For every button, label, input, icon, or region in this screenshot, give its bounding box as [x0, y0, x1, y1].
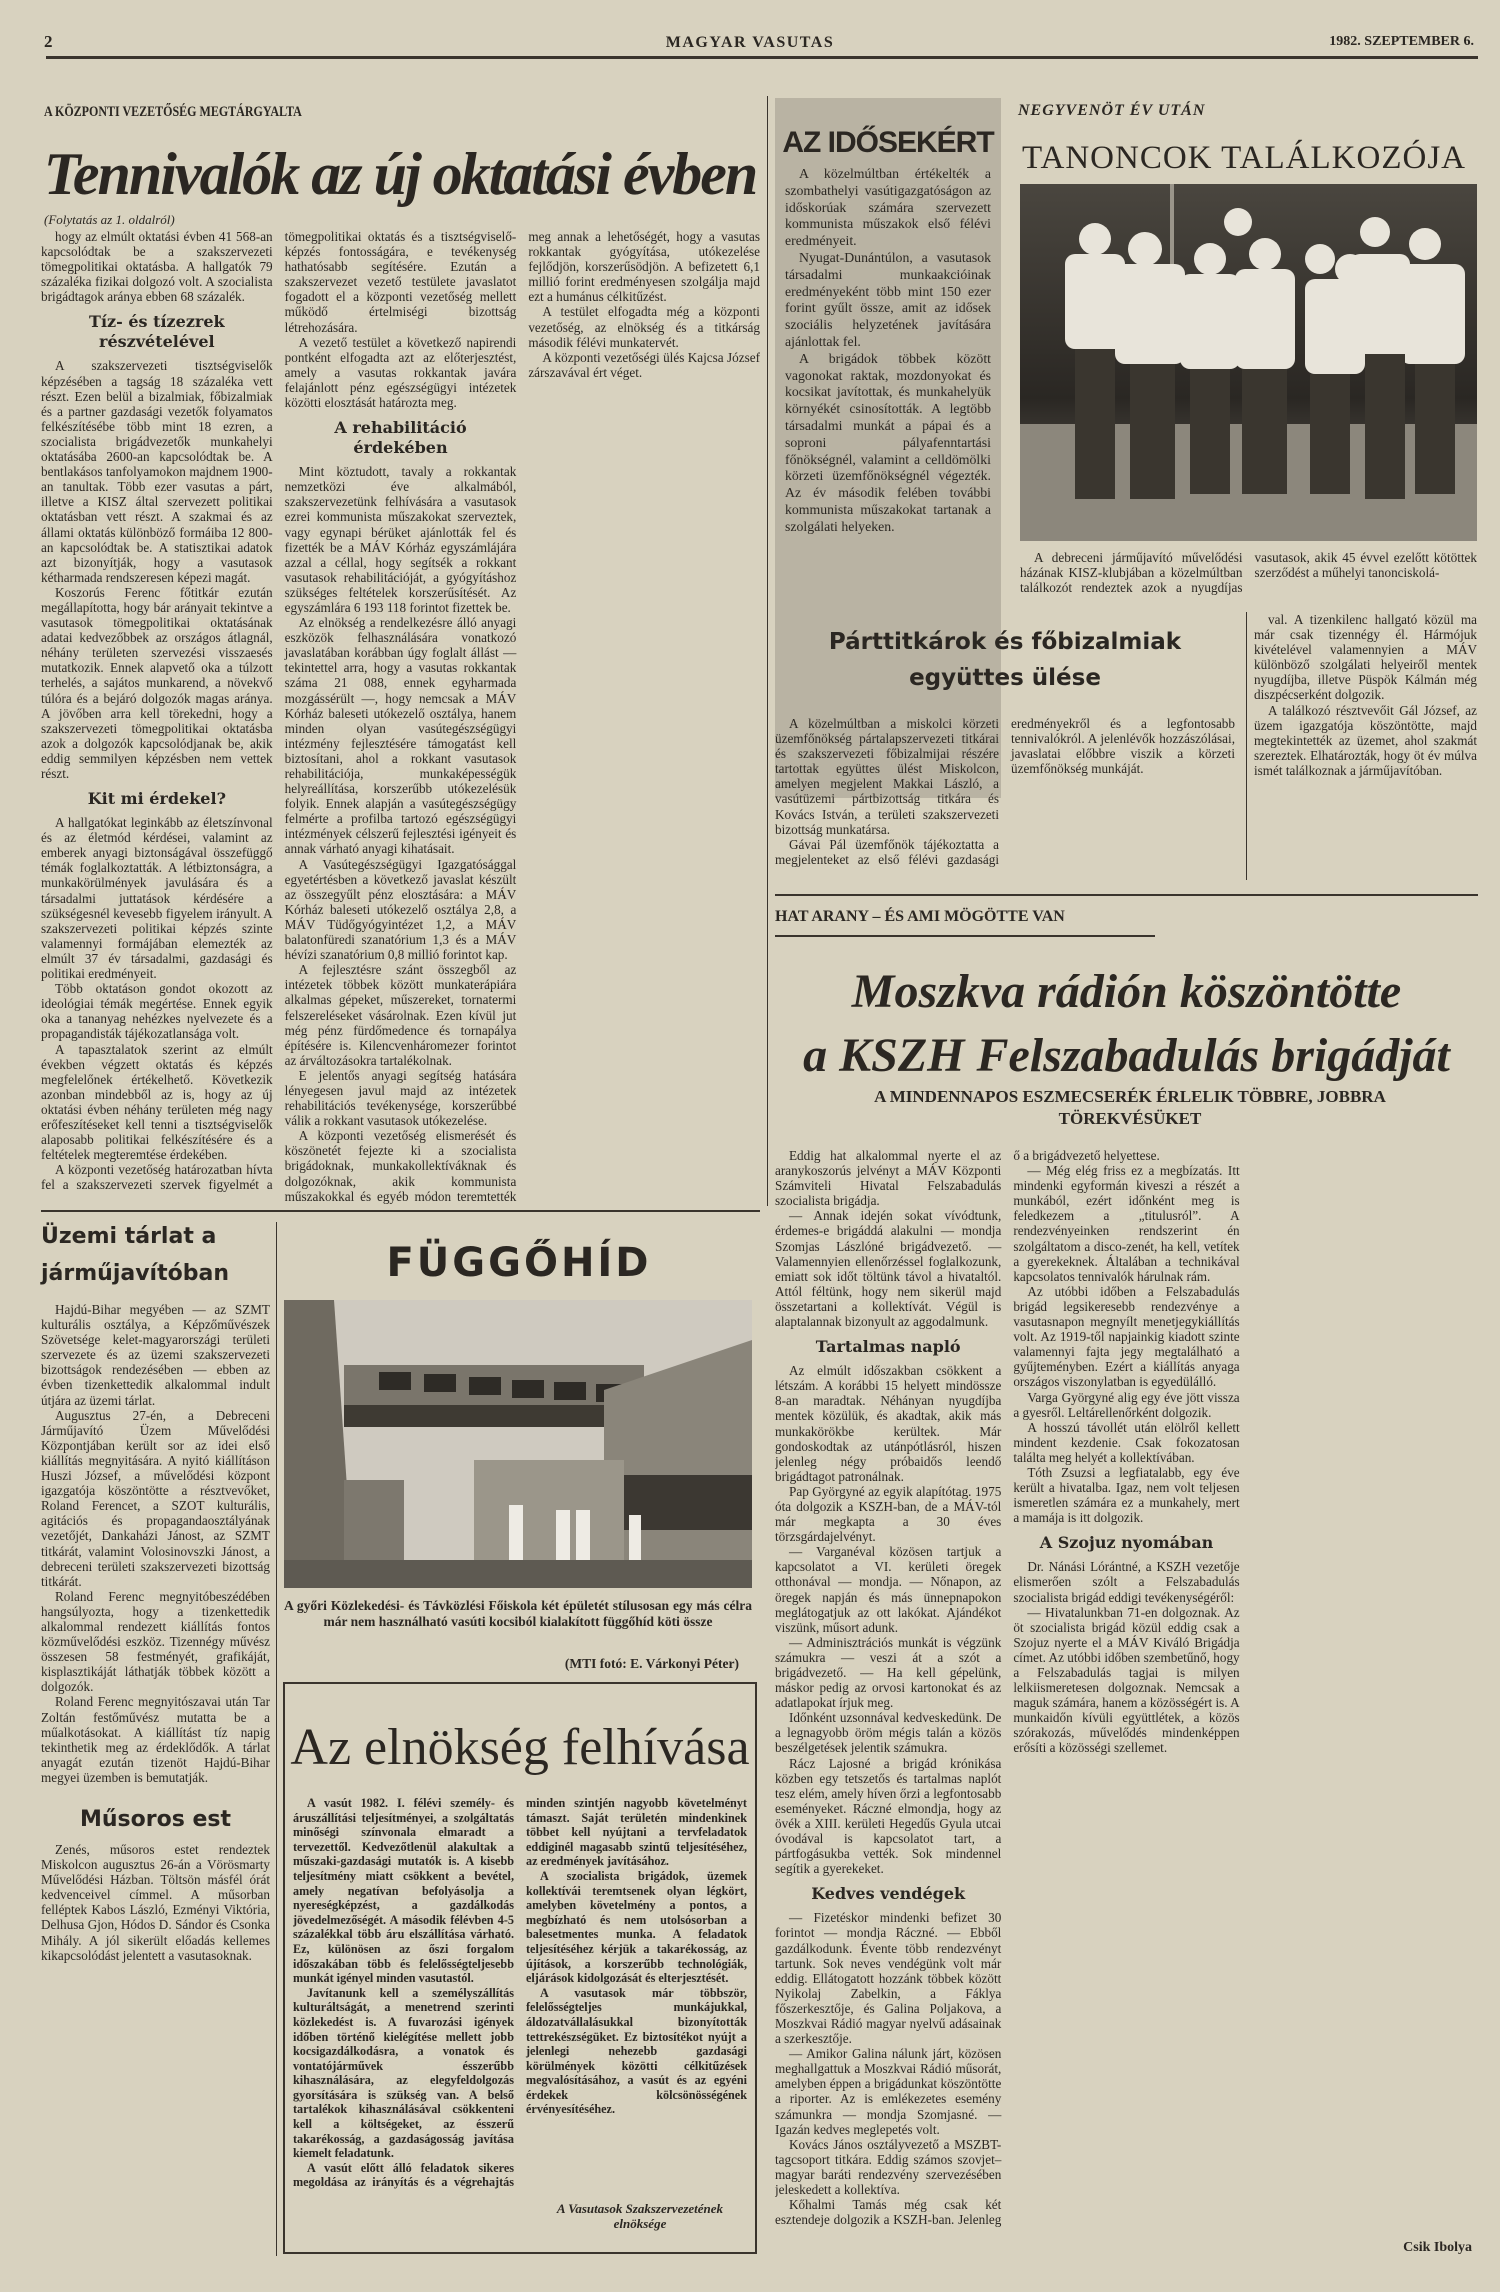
paragraph: Roland Ferenc megnyitószavai után Tar Zoltán festőművész mutatta be a műalkotásokat. A kiállítást tíz napig tekinthetik meg az érdeklődők. A tárlat anyagát ezután tizenöt Hajdú-Bihar megyei üzemben is bemutatják.: [41, 1694, 270, 1785]
headline-text: Tennivalók az új oktatási évben: [43, 141, 757, 207]
paragraph: A központi vezetőség határozatban hívta fel a szakszervezeti szervek figyelmét a tömegpolitikai oktatás és a tisztségviselő-képzés fontosságára, e tevékenység hathatósabb segítésére. Ezután a szakszervezet vezető testülete javaslatot fogadott el a központi vezetőség mellett működő értelmiségi bizottság létrehozására.: [41, 229, 517, 1193]
paragraph: Mint köztudott, tavaly a rokkantak nemzetközi éve alkalmából, szakszervezetünk felhívására a vasutasok ezrei kommunista műszakokat szerveztek, vagy egynapi bérüket ajánlották fel és fizették be a MÁV Kórház egyszámlájára azzal a céllal, hogy segítsék a rokkant vasutasok rehabilitációját, a gyógyításhoz szükséges feltételek korszerűsítését. Az egyszámlára 6 193 118 forintot fizettek be.: [284, 464, 517, 615]
paragraph: A hallgatókat leginkább az életszínvonal és az életmód kérdései, valamint az emberek anyagi biztonságával összefüggő témák foglalkoztatták. A létbiztonságra, a munkakörülmények javulására és a társadalmi juttatások kérdésére a szükségesnél kevesebb figyelem irányult. A szakszervezeti politikai képzés szinte valamennyi formájában elemezték az elmúlt 37 év társadalmi, gazdasági és politikai eredményeit.: [41, 815, 273, 982]
section-rule: [775, 894, 1478, 896]
subheading: Tíz- és tízezrek részvételével: [89, 312, 225, 352]
bridge-photo-credit: (MTI fotó: E. Várkonyi Péter): [564, 1656, 739, 1671]
apprentices-group-photo: [1020, 184, 1477, 541]
paragraph: Zenés, műsoros estet rendeztek Miskolcon augusztus 26-án a Vörösmarty Művelődési Házban. Töltsön másfél órát kedvenceivel címmel. A műsorban felléptek Kabos László, Ezményi Viktória, Delhusa Gjon, Hódos D. Sándor és Csonka Mihály. A jól sikerült előadás kellemes kikapcsolódást jelentett a vasutasoknak.: [41, 1842, 270, 1963]
exhibition-body: [41, 1302, 270, 1785]
appeal-body: [293, 1796, 747, 2201]
paragraph: Az elnökség a rendelkezésre álló anyagi eszközök felhasználására vonatkozó javaslatában korábban úgy foglalt állást — tekintettel arra, hogy a vasutas rokkantak száma 21 088, ennek egyharmada mozgássérült —, hogy nemcsak a MÁV Kórház baleseti utókezelő osztálya, hanem minden olyan vasútegészségügyi intézmény fejlesztésére támogatást kell biztosítani, ahol a rokkant vasutasok rehabilitációja, munkaképességük helyreállítása, korszerűbb utókezelésük folyik. Ennek alapján a vasútegészségügy felmérte a profilba tartozó egészségügyi intézmények célszerű fejlesztési igényeit és annak várható anyagi kihatásait.: [284, 615, 517, 857]
masthead-rule: [46, 56, 1478, 59]
headline-line: Moszkva rádión köszöntötte: [851, 965, 1402, 1018]
paragraph: Varga Györgyné alig egy éve jött vissza a gyesről. Leltárellenőrként dolgozik.: [1013, 1389, 1240, 1420]
paragraph: — Még elég friss ez a megbízatás. Itt mindenki egyformán kiveszi a részét a munkából, ezért időnként meg is feledkezem a „titulusról”. A rendezvényeinken rendszerint én szolgáltatom a disco-zenét, ha kell, vetítek a gyerekeknek. Általában a technikával kapcsolatos tennivalók hárulnak rám.: [1013, 1163, 1240, 1284]
paragraph: A vasutasok már többször, felelősségteljes munkájukkal, áldozatvállalásukkal bizonyították tettrekészségüket. Ez biztosítékot nyújt a jelenlegi nehezebb gazdasági körülmények közötti célkitűzések megvalósításához, a vasút és az egyéni érdekek kölcsönösségének érvényesítéséhez.: [526, 1985, 747, 2117]
paragraph: Dr. Nánási Lórántné, a KSZH vezetője elismerően szólt a Felszabadulás szocialista brigád eddigi tevékenységéről:: [1013, 1559, 1240, 1605]
concert-headline: Műsoros est: [79, 1807, 231, 1832]
paragraph: Hajdú-Bihar megyében — az SZMT kulturális osztálya, a Képzőművészek Szövetsége kelet-magyarországi területi szervezete és az üzemi szakszervezeti bizottságok rendezésében — ebben az évben tizenkettedik alkalommal indult útjára az üzemi tárlat.: [41, 1302, 270, 1408]
paragraph: A szocialista brigádok, üzemek kollektívái teremtsenek olyan légkört, amelyben követelmény a pontos, a megbízható és nem utolsósorban a balesetmentes munka. A feladatok teljesítéséhez kérjük a takarékosság, az újítások, a korszerűbb technológiák, eljárások kidolgozását és elterjesztését.: [526, 1868, 747, 1986]
apprentices-kicker: NEGYVENÖT ÉV UTÁN: [1018, 102, 1206, 119]
paragraph: A közelmúltban a miskolci körzeti üzemfőnökség pártalapszervezeti titkárai és szakszervezeti főbizalmijai részére tartottak együttes ülést Miskolcon, amelyen megjelent Makkai László, a vasútüzemi pártbizottság titkára és Kovács István, a területi szakszervezeti bizottság munkatársa.: [775, 716, 999, 837]
subheading: A rehabilitáció érdekében: [334, 418, 467, 458]
paragraph: Roland Ferenc megnyitóbeszédében hangsúlyozta, hogy a tizenkettedik alkalommal rendezett kiállítás fontos közművelődési eszköz. Tizennégy művész összesen 58 festményét, grafikáját, kisplasztikáját láthatják többek között a dolgozók.: [41, 1588, 270, 1695]
paragraph: A központi vezetőség elismerését és köszönetét fejezte ki a szocialista brigádoknak, munkakollektíváknak és dolgozóknak, akik kommunista műszakokkal és egyéb módon teremtették meg annak a lehetőségét, hogy a vasutas rokkantak gyógyítása, utókezelése fejlődjön, korszerűsödjön. A befizetett 6,1 millió forint eredményesen szolgálja majd ezt a humánus célkitűzést.: [284, 229, 760, 1204]
appeal-headline: Az elnökség felhívása: [290, 1719, 750, 1776]
paragraph: A hosszú távollét után elölről kellett mindent kezdenie. Csak fokozatosan találta meg helyét a kollektívában.: [1013, 1419, 1240, 1465]
column-divider: [1246, 612, 1247, 880]
appeal-box: [283, 1682, 757, 2254]
paragraph: A vasút 1982. I. félévi személy- és áruszállítási teljesítményei, a szolgáltatás minőségi színvonala elmaradt a tervezettől. Kedvezőtlenül alakultak a műszaki-gazdasági mutatók is. A kisebb teljesítmény miatt csökkent a bevétel, amely negatívan befolyásolja a nyereségképzést, a gazdálkodás jövedelmezőségét. A második félévben 4-5 százalékkal több áru elszállítása várható. Ez, különösen az őszi forgalom időszakában több és felelősségteljesebb munkát igényel minden vasutastól.: [293, 1796, 514, 1986]
bridge-caption: A győri Közlekedési- és Távközlési Főiskola két épületét stílusosan egy más célra már nem használható vasúti kocsiból kialakított függőhíd köti össze: [284, 1598, 752, 1629]
exhibition-section: [41, 1218, 270, 1963]
brigade-headline: [775, 960, 1478, 1088]
paragraph: Javítanunk kell a személyszállítás kulturáltságát, a menetrend szerinti közlekedést is. A fuvarozási igények időben történő kielégítése mellett jobb kocsigazdálkodásra, a vonatok és vontatójárművek ésszerűbb kihasználására, az elegyfeldolgozás gyorsítására is szükség van. A belső tartalékok kihasználásával csökkenteni kell a költségeket, az ésszerű takarékosság, a gazdaságosság javítása kiemelt feladatunk.: [293, 1985, 514, 2161]
elderly-headline: [775, 126, 1001, 160]
paragraph: Rácz Lajosné a brigád krónikása közben egy tetszetős és tartalmas naplót tesz elém, amely híven őrzi a legfontosabb eseményeket. Ráczné elmondja, hogy az övék a XIII. kerületi Hegedűs Gyula utcai óvodával is kapcsolatot tart, a pártfogásukba vették. Sok mindennel segítik a gyerekeket.: [775, 1755, 1002, 1877]
brigade-byline: Csik Ibolya: [1403, 2240, 1472, 2255]
paragraph: — Hivatalunkban 71-en dolgoznak. Az öt szocialista brigád közül eddig csak a Szojuz nyerte el a MÁV Kiváló Brigádja címet. Az utóbbi időben szembetűnő, hogy a Felszabadulás tagjai is milyen lelkiismeretesen dolgoznak. Nemcsak a maguk számára, hanem a közösségért is. A munkaidőn kívüli együttlétek, a közös szórakozás, művelődés mindenképpen erősíti a közösségi szellemet.: [1013, 1604, 1240, 1756]
main-article-continued: (Folytatás az 1. oldalról): [44, 212, 175, 227]
headline-line: a KSZH Felszabadulás brigádját: [803, 1029, 1450, 1082]
paragraph: Tóth Zsuzsi a legfiatalabb, egy éve került a hivatalba. Igaz, nem volt teljesen ismeretlen számára ez a munkahely, mert a mamája is itt dolgozik.: [1013, 1464, 1240, 1526]
paragraph: A testület elfogadta még a központi vezetőség, az elnökség és a titkárság második félévi munkatervét.: [528, 304, 760, 350]
apprentices-caption-rest: [1254, 612, 1477, 778]
bridge-headline: FÜGGŐHÍD: [386, 1240, 652, 1286]
paragraph: A fejlesztésre szánt összegből az intézetek többek között munkaterápiára alkalmas gépeket, műszereket, tornatermi felszereléseket vásárolnak. Ezen kívül jut még pénz fürdőmedence és tornapálya építésére is. Kilencvenháromezer forintot az árváltozásokra tartalékolnak.: [284, 962, 517, 1068]
paragraph: E jelentős anyagi segítség hatására lényegesen javul majd az intézetek rehabilitációs tevékenysége, korszerűbbé válik a rokkant vasutasok utókezelése.: [284, 1067, 517, 1129]
kicker-underline: [775, 935, 1155, 937]
appeal-signature: A Vasutasok Szakszervezetének elnöksége: [556, 2201, 724, 2231]
brigade-subtitle: A MINDENNAPOS ESZMECSERÉK ÉRLELIK TÖBBRE, JOBBRA TÖREKVÉSÜKET: [874, 1087, 1386, 1128]
paragraph: — Annak idején sokat vívódtunk, érdemes-e brigáddá alakulni — mondja Szomjas Lászlóné brigádvezető. — Valamennyien ellenőrzéssel foglalkozunk, emiatt sok időt töltünk távol a hivataltól. Attól féltünk, hogy nem sikerül majd összetartani a kollektívát. Végül is alaptalannak bizonyult az aggodalmunk.: [775, 1208, 1002, 1330]
paragraph: Koszorús Ferenc főtitkár ezután megállapította, hogy bár arányait tekintve a vasutasok tömegpolitikai oktatásának adatai kedvezőbbek az országos átlagnál, néhány területen szervezési visszaesés mutatkozik. Ennek alapvető oka a túlzott terhelés, a sajátos munkarend, a növekvő túlóra és a bejáró dolgozók magas aránya. A jövőben arra kell törekedni, hogy a szakszervezeti tömegpolitikai oktatásba azok a dolgozók kapcsolódjanak be, akik eddig semmilyen képzésben nem vettek részt.: [41, 584, 273, 781]
issue-date: 1982. SZEPTEMBER 6.: [1329, 34, 1474, 49]
page-number: 2: [44, 32, 53, 51]
subheading: Tartalmas napló: [815, 1337, 961, 1357]
paragraph: A szakszervezeti tisztségviselők képzésében a tagság 18 százaléka vett részt. Ezen belül a bizalmiak, főbizalmiak és a partner gazdasági vezetők folyamatos felkészítésébe több mint 18 ezren, a szocialista brigádvezetők munkahelyi oktatásába 2600-an kapcsolódtak be. A bentlakásos tanfolyamokon majdnem 1900-an tanultak. Több ezer vasutas a párt, illetve a KISZ által szervezett politikai oktatásban vett részt. A szakmai és az állami oktatás különböző formáiba 12 800-an kapcsolódtak be. A statisztikai adatok azt bizonyítják, hogy a vasutasok kétharmada rendszeresen képezi magát.: [41, 358, 273, 585]
paragraph: Gávai Pál üzemfőnök tájékoztatta a megjelenteket az első félévi gazdasági eredményekről és a legfontosabb tennivalókról. A jelenlévők hozzászólásai, javaslatai előbbre viszik a körzeti üzemfőnökség munkáját.: [775, 716, 1235, 867]
subheading: Kedves vendégek: [811, 1884, 966, 1904]
main-article-kicker: A KÖZPONTI VEZETŐSÉG MEGTÁRGYALTA: [44, 104, 302, 120]
paragraph: — Adminisztrációs munkát is végzünk számukra — veszi át a szót a brigádvezető. — Ha kell gépelünk, máskor pedig az orvosi kartonokat és az adatlapokat írjuk meg.: [775, 1634, 1002, 1711]
paragraph: Több oktatáson gondot okozott az ideológiai témák megértése. Ennek egyik oka a tananyag nehézkes nyelvezete és a propagandisták tájékozatlansága volt.: [41, 981, 273, 1042]
bridge-photo-image: [284, 1300, 752, 1588]
paragraph: Időnként uzsonnával kedveskedünk. De a legnagyobb öröm mégis talán a közös beszélgetések jelentik számukra.: [775, 1710, 1002, 1756]
paragraph: A közelmúltban értékelték a szombathelyi vasútigazgatóságon az időskorúak számára szervezett kommunista műszakok első félévi eredményeit.: [785, 166, 991, 249]
party-meeting-body: [775, 716, 1235, 881]
paragraph: Az elmúlt időszakban csökkent a létszám. A korábbi 15 helyett mindössze 8-an maradtak. Néhányan nyugdíjba mentek közülük, és akadtak, akik más munkakörökbe kerültek. Már gondoskodtak az utánpótlásról, hiszen jelenleg négy próbaidős leendő brigádtagot patronálnak.: [775, 1363, 1002, 1484]
brigade-body: [775, 1148, 1478, 2240]
paragraph: — Amikor Galina nálunk járt, közösen meghallgattuk a Moszkvai Rádió műsorát, amelyben éppen a brigádunkat köszöntötte a riporter. Az is emlékezetes esemény számunkra — mondja Szomjasné. — Igazán kedves meglepetés volt.: [775, 2046, 1002, 2137]
column-divider: [276, 1222, 277, 2256]
paragraph: A központi vezetőségi ülés Kajcsa József zárszavával ért véget.: [528, 349, 760, 380]
paragraph: A találkozó résztvevőit Gál József, az üzem igazgatója köszöntötte, majd megtekintették az üzemet, ahol szakmát szereztek. Elhatározták, hogy öt év múlva ismét találkoznak a járműjavítóban.: [1254, 702, 1477, 778]
group-photo-image: [1020, 184, 1477, 541]
paragraph: A tapasztalatok szerint az elmúlt években végzett oktatás és képzés megfelelőnek értékelhető. Következik azonban mindebből az is, hogy az új oktatási évben néhány területen még nagy erőfeszítéseket kell tenni a tisztségviselők alaposabb politikai felkészítésére és a feltételek megteremtése érdekében.: [41, 1041, 273, 1163]
paragraph: A vezető testület a következő napirendi pontként elfogadta azt az előterjesztést, amely a vasutas rokkantak javára felajánlott pénz egészségügyi intézetek közötti elosztását határozta meg.: [284, 334, 517, 411]
elderly-body: [775, 166, 1001, 536]
headline-text: AZ IDŐSEKÉRT: [782, 126, 994, 159]
exhibition-headline: Üzemi tárlat a járműjavítóban: [41, 1224, 229, 1286]
paragraph: Pap Györgyné az egyik alapítótag. 1975 óta dolgozik a KSZH-ban, de a MÁV-tól már megkapta a 30 éves törzsgárdajelvényt.: [775, 1483, 1002, 1545]
main-article-body: [41, 229, 760, 1206]
paragraph: Nyugat-Dunántúlon, a vasutasok társadalmi munkaakcióinak eredményeként több mint 150 ezer forint gyűlt össze, amit az idősek szociális helyzetének javítására ajánlottak fel.: [785, 249, 991, 349]
brigade-kicker: HAT ARANY – ÉS AMI MÖGÖTTE VAN: [775, 908, 1065, 925]
party-meeting-headline: Párttitkárok és főbizalmiak együttes ülése: [828, 629, 1182, 691]
caption-paragraph: A debreceni járműjavító művelődési házának KISZ-klubjában a közelmúltban találkozót rendeztek azok a nyugdíjas vasutasok, akik 45 évvel ezelőtt kötöttek szerződést a műhelyi tanonciskolá-: [1020, 550, 1477, 596]
apprentices-caption-lead: [1020, 550, 1477, 612]
paragraph: — Varganéval közösen tartjuk a kapcsolatot a VI. kerületi öregek otthonával — mondja. — Nőnapon, az öregek napján és más ünnepnapokon meglátogatjuk az ott lakókat. Ajándékot viszünk, műsort adunk.: [775, 1544, 1002, 1635]
paragraph: Kovács János osztályvezető a MSZBT-tagcsoport titkára. Eddig számos szovjet–magyar baráti rendezvény szervezésében jeleskedett a kollektíva.: [775, 2136, 1002, 2197]
paragraph: A brigádok többek között vagonokat raktak, mozdonyokat és kocsikat javítottak, és munkahelyük környékét csinosították. A legtöbb társadalmi munkát a pápai és a soproni pályafenntartási főnökségnél, valamint a celldömölki körzeti üzemfőnökségnél végezték. Az év második felében további kommunista műszakokat tartanak a szolgálati helyeken.: [785, 350, 991, 534]
paragraph: hogy az elmúlt oktatási évben 41 568-an kapcsolódtak be a szakszervezeti tömegpolitikai oktatásba. A hallgatók 79 százaléka fizikai dolgozó volt. A szocialista brigádtagok aránya ebben 68 százalék.: [41, 229, 273, 305]
paragraph: Augusztus 27-én, a Debreceni Járműjavító Üzem Művelődési Központjában került sor az idei első kiállítás megnyitására. A nyitó kiállításon Huszi József, a művelődési központ igazgatója köszöntötte a résztvevőket, Roland Ferencet, a SZOT kulturális, agitációs és propagandaosztályának vezetőjét, Dankaházi Jánost, az SZMT titkárát, valamint Volosinovszki Jánost, a debreceni területi szakszervezeti bizottság titkárát.: [41, 1407, 270, 1589]
paragraph: Eddig hat alkalommal nyerte el az aranykoszorús jelvényt a MÁV Központi Számviteli Hivatal Felszabadulás szocialista brigádja.: [775, 1148, 1002, 1209]
main-article-headline: [40, 140, 760, 209]
paragraph: val. A tizenkilenc hallgató közül ma már csak tizennégy él. Hármójuk kivételével valamennyien a MÁV különböző szolgálati helyeiről mentek nyugdíjba, illetve Püspök Kálmán még diszpécserként dolgozik.: [1254, 612, 1477, 703]
paragraph: Az utóbbi időben a Felszabadulás brigád legsikeresebb rendezvénye a vasutasnapon megnyílt menetjegykiállítás volt. Az 1919-től napjainkig kiadott szinte valamennyi fajta jegy megtalálható a gyűjteményben. Ezért a kiállítás anyaga országos viszonylatban is egyedülálló.: [1013, 1283, 1240, 1390]
subheading: Kit mi érdekel?: [87, 789, 226, 809]
paragraph: A vasút előtt álló feladatok sikeres megoldása az irányítás és a végrehajtás minden szintjén nagyobb követelményt támaszt. Saját területén mindenkinek többet kell nyújtani a tervfeladatok eddiginél magasabb szintű teljesítéséhez, az eredmények javításához.: [293, 1796, 747, 2190]
column-divider: [767, 96, 768, 1206]
section-rule: [41, 1210, 760, 1212]
bridge-photo: [284, 1300, 752, 1588]
subheading: A Szojuz nyomában: [1039, 1533, 1214, 1553]
concert-body: [41, 1842, 270, 1963]
paragraph: — Fizetéskor mindenki befizet 30 forintot — mondja Ráczné. — Ebből gazdálkodunk. Évente több rendezvényt tartunk. Sok neves vendégünk volt már eddig. Ellátogatott hozzánk többek között Nyikolaj Zabelkin, a Fáklya főszerkesztője, és Galina Poljakova, a Moszkvai Rádió magyar nyelvű adásainak a szerkesztője.: [775, 1910, 1002, 2047]
newspaper-title: MAGYAR VASUTAS: [665, 34, 835, 51]
paragraph: Kőhalmi Tamás még csak két esztendeje dolgozik a KSZH-ban. Jelenleg ő a brigádvezető helyettese.: [775, 1148, 1160, 2228]
apprentices-headline: TANONCOK TALÁLKOZÓJA: [1022, 140, 1466, 176]
paragraph: A Vasútegészségügyi Igazgatósággal egyetértésben a következő javaslat készült az összegyűlt pénz elosztására: a MÁV Kórház baleseti utókezelő osztálya 2,8, a MÁV Tüdőgyógyintézet 1,2, a MÁV balatonfüredi szanatórium 1,3 és a MÁV hévízi szanatórium 0,8 millió forintot kap.: [284, 856, 517, 963]
